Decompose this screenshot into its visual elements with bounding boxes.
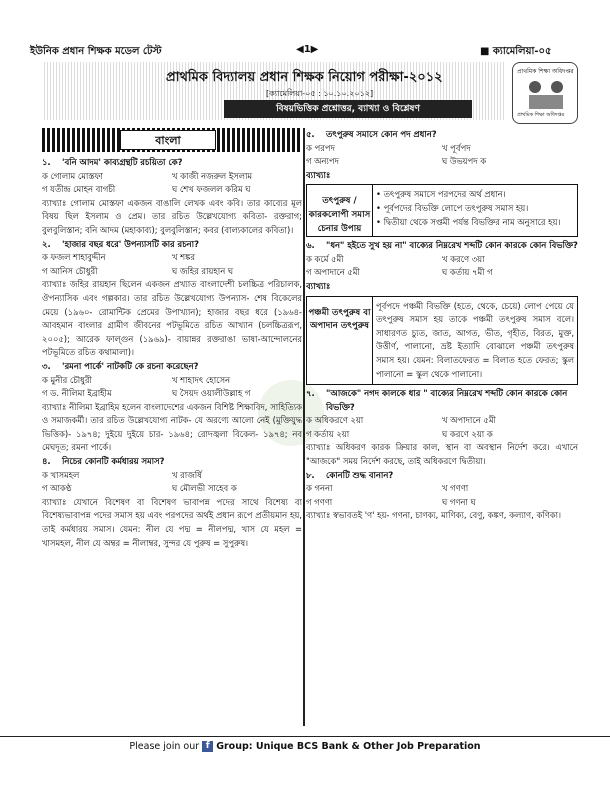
options-row [42, 265, 302, 279]
list-item: • দ্বিতীয়া থেকে সপ্তমী পর্যন্ত বিভক্তির নাম অনুসারে হয়। [376, 216, 574, 230]
option: ঘ সৈয়দ ওয়ালীউল্লাহ গ [172, 388, 251, 399]
set-label: ■ ক্যামেলিয়া-০৫ [480, 46, 552, 57]
column-divider [303, 128, 305, 726]
question-8 [306, 469, 578, 483]
question-7 [306, 387, 578, 414]
question-4 [42, 455, 302, 469]
option: গ অন্যপদ [306, 156, 339, 167]
option: খ অপাদানে ৫মী [442, 415, 496, 426]
option: ক খাসমহল [42, 469, 80, 480]
logo-bottom-text: প্রাথমিক শিক্ষা অধিদপ্তর [517, 112, 565, 118]
option: গ কর্তায় ২য়া [306, 428, 350, 439]
left-column [42, 128, 302, 726]
question-number: ৫. [306, 129, 315, 139]
question-number: ৪. [42, 456, 51, 467]
exam-subtitle: বিষয়ভিত্তিক প্রশ্নোত্তর, ব্যাখ্যা ও বিশ্লেষণ [224, 100, 472, 118]
option: ঘ কর্তায় ৭মী গ [442, 267, 493, 278]
question-number: ১. [42, 157, 51, 167]
question-text: "ধন" হইতে সুখ হয় না" বাক্যের নিম্নরেখ শব্দটি কোন কারকে কোন বিভক্তি? [326, 240, 578, 251]
option: ক গোলাম মোস্তফা [42, 170, 103, 181]
explanation-7: ব্যাখ্যাঃ অধিকরণ কারক ক্রিয়ার কাল, স্থান বা অবস্থান নির্দেশ করে। এখানে "আজকে" সময় নির্দেশ করছে, তাই অধিকরণে দ্বিতীয়া। [306, 442, 578, 467]
list-item: • তৎপুরুষ সমাসে পরপদের অর্থ প্রধান। [376, 188, 574, 202]
question-1 [42, 156, 302, 170]
option: খ রাজর্ষি [172, 469, 202, 480]
option: ঘ শেখ ফজলল করিম ঘ [172, 184, 251, 195]
box-key: পঞ্চমী তৎপুরুষ বা অপাদান তৎপুরুষ [307, 297, 373, 385]
option: গ ড. নীলিমা ইব্রাহীম [42, 388, 112, 399]
option: ঘ গণনা ঘ [442, 496, 476, 507]
options-5 [306, 142, 578, 156]
option: খ শাহাদৎ হোসেন [172, 374, 231, 385]
logo-top-text: প্রাথমিক শিক্ষা অধিদপ্তর [517, 68, 574, 75]
box-list [373, 185, 577, 236]
option: খ করণে ৩য়া [442, 253, 485, 264]
right-column [306, 128, 578, 726]
page-header [0, 0, 610, 58]
box-text: পূর্বপদে পঞ্চমী বিভক্তি (হতে, থেকে, চেয়ে) লোপ পেয়ে যে তৎপুরুষ সমাস হয় তাকে পঞ্চমী তৎপুরুষ সমাস বলে। সাধারণত চ্যুত, জাত, আগত, ভীত, গৃহীত, বিরত, মুক্ত, উত্তীর্ণ, পালানো, ভ্রষ্ট ইত্যাদি বোঝালে পঞ্চমী তৎপুরুষ সমাস হয়। যেমন: বিলাতফেরত = বিলাত হতে ফেরত; স্কুল পালানো = স্কুল থেকে পালানো। [376, 300, 574, 379]
exam-date: [ক্যামেলিয়া-০৫ : ১০.১০.২০১২] [266, 89, 374, 98]
options-row [42, 374, 302, 388]
question-text: 'রমনা পার্কে' নাটকটি কে রচনা করেছেন? [62, 360, 199, 371]
facebook-icon[interactable]: f [202, 741, 213, 752]
question-3 [42, 360, 302, 374]
question-number: ৩. [42, 360, 51, 371]
subject-banner [42, 128, 302, 152]
question-text: কোনটি শুদ্ধ বানান? [326, 469, 394, 480]
explanation-8: ব্যাখ্যাঃ স্বভাবতই 'ণ' হয়- গণনা, চাণক্য, মাণিক্য, বেণু, কঙ্কণ, কল্যাণ, কণিকা। [306, 510, 562, 521]
option: গ অপাদানে ৫মী [306, 267, 360, 278]
option: খ পূর্বপদ [442, 142, 471, 153]
explanation: ব্যাখ্যাঃ নীলিমা ইব্রাহিম হলেন বাংলাদেশের একজন বিশিষ্ট শিক্ষাবিদ, সাহিত্যিক ও সমাজকর্মী। তার রচিত উল্লেখযোগ্য নাটক- যে অরণ্যে আলো নেই (মুক্তিযুদ্ধ ভিত্তিক)- ১৯৭৪; দুইয়ে দুইয়ে চার- ১৯৬৪; রোদজ্বলা বিকেল- ১৯৭৪; নব মেঘদূত; রমনা পার্কে। [42, 401, 302, 453]
options-row [42, 482, 302, 496]
option: ক অধিকরণে ২য়া [306, 415, 364, 426]
footer [0, 736, 610, 756]
option: ক ফজল শাহাবুদ্দীন [42, 252, 106, 263]
exam-header [44, 62, 584, 124]
question-number: ৮. [306, 469, 315, 480]
dpe-logo [512, 62, 578, 124]
explanation: ব্যাখ্যাঃ জহির রায়হান ছিলেন একজন প্রখ্যাত বাংলাদেশী চলচ্চিত্র পরিচালক, ঔপন্যাসিক এবং গল্পকার। তার রচিত উল্লেখযোগ্য উপন্যাস- শেষ বিকেলের মেয়ে (১৯৬০- রোমান্টিক প্রেমের উপাখ্যান); হাজার বছর ধরে (১৯৬৪- আবহমান বাংলার গ্রামীণ জীবনের পটভূমিতে রচিত আখ্যান (চলচ্চিত্ররূপ, ২০০৫); আরেক ফাল্গুন (১৯৬৯)- বায়ান্নর রক্তরাঙা ভাষা-আন্দোলনের পটভূমিতে রচিত কথামালা)। [42, 279, 302, 358]
option: ক পরপদ [306, 142, 335, 153]
list-item: • পূর্বপদের বিভক্তি লোপে তৎপুরুষ সমাস হয়। [376, 202, 574, 216]
option: গ যতীন্দ্র মোহন বাগচী [42, 184, 116, 195]
question-number: ২. [42, 238, 51, 249]
option: ঘ উভয়পদ ক [442, 156, 487, 167]
question-text: 'হাজার বছর ধরে' উপন্যাসটি কার রচনা? [62, 238, 199, 249]
subject-title: বাংলা [120, 130, 216, 150]
options-row [42, 170, 302, 184]
options-6b [306, 266, 578, 280]
option: গ আকণ্ঠ [42, 483, 72, 494]
question-number: ৬. [306, 240, 315, 251]
left-questions [42, 156, 302, 550]
question-2 [42, 238, 302, 252]
option: ঘ মৌলভী সাহেব ক [172, 483, 237, 494]
option: ক গননা [306, 483, 333, 494]
options-7 [306, 414, 578, 428]
question-number: ৭. [306, 388, 315, 399]
options-5b [306, 155, 578, 169]
question-6 [306, 239, 578, 253]
explanation: ব্যাখ্যাঃ যেখানে বিশেষণ বা বিশেষণ ভাবাপন্ন পদের সাথে বিশেষ্য বা বিশেষ্যভাবাপন্ন পদের সমাস হয় এবং পরপদের অর্থই প্রধান রূপে প্রতীয়মান হয়, তাই কর্মধারয় সমাস। যেমন: নীল যে পদ্ম = নীলপদ্ম, খাস যে মহল = খাসমহল, নীল যে অম্বর = নীলাম্বর, সুন্দর যে পুরুষ = সুপুরুষ। [42, 496, 302, 548]
option: খ গণণা [442, 483, 469, 494]
option: ঘ করণে ২য়া ক [442, 428, 493, 439]
options-row [42, 183, 302, 197]
options-8b [306, 496, 578, 510]
option: খ শঙ্কর [172, 252, 195, 263]
footer-pre: Please join our [129, 741, 200, 752]
model-test-label: ইউনিক প্রধান শিক্ষক মডেল টেস্ট [30, 46, 162, 57]
options-row [42, 469, 302, 483]
question-5 [306, 128, 578, 142]
options-row [42, 387, 302, 401]
footer-group-link[interactable]: Group: Unique BCS Bank & Other Job Preparation [216, 741, 481, 752]
options-row [42, 251, 302, 265]
options-6 [306, 253, 578, 267]
options-8 [306, 482, 578, 496]
question-text: নিচের কোনটি কর্মধারয় সমাস? [62, 456, 165, 467]
option: গ গণণা [306, 496, 333, 507]
question-text: 'বনি আদম' কাব্যগ্রন্থটি রচয়িতা কে? [62, 157, 183, 167]
question-text: "আজকে" নগদ কালকে ধার " বাক্যের নিম্নরেখ শব্দটি কোন কারকে কোন বিভক্তি? [326, 388, 568, 412]
option: গ আনিস চৌধুরী [42, 265, 98, 276]
option: খ কাজী নজরুল ইসলাম [172, 170, 253, 181]
option: ক কর্মে ৫মী [306, 253, 344, 264]
option: ক মুনীর চৌধুরী [42, 374, 92, 385]
explanation-label: ব্যাখ্যাঃ [306, 169, 331, 180]
explanation-box-6 [306, 296, 578, 386]
page-number: ◀1▶ [296, 44, 319, 55]
exam-title: প্রাথমিক বিদ্যালয় প্রধান শিক্ষক নিয়োগ পরীক্ষা-২০১২ [166, 70, 443, 85]
explanation-box-5 [306, 184, 578, 237]
explanation: ব্যাখ্যাঃ গোলাম মোস্তফা একজন বাঙালি লেখক এবং কবি। তার কাব্যের মূল বিষয় ছিল ইসলাম ও প্রেম। তার রচিত উল্লেখযোগ্য কবিতা- রক্তরাগ; বুলবুলিস্তান; বনি আদম (মহাকাব্য); বুলবুলিস্তান; কবর (বাল্যকালের কবিতা)। [42, 197, 302, 235]
option: ঘ জহির রায়হান ঘ [172, 265, 234, 276]
options-7b [306, 428, 578, 442]
question-text: তৎপুরুষ সমাসে কোন পদ প্রধান? [326, 129, 437, 139]
explanation-label: ব্যাখ্যাঃ [306, 280, 331, 291]
box-key: তৎপুরুষ / কারকলোপী সমাস চেনার উপায় [307, 185, 373, 236]
